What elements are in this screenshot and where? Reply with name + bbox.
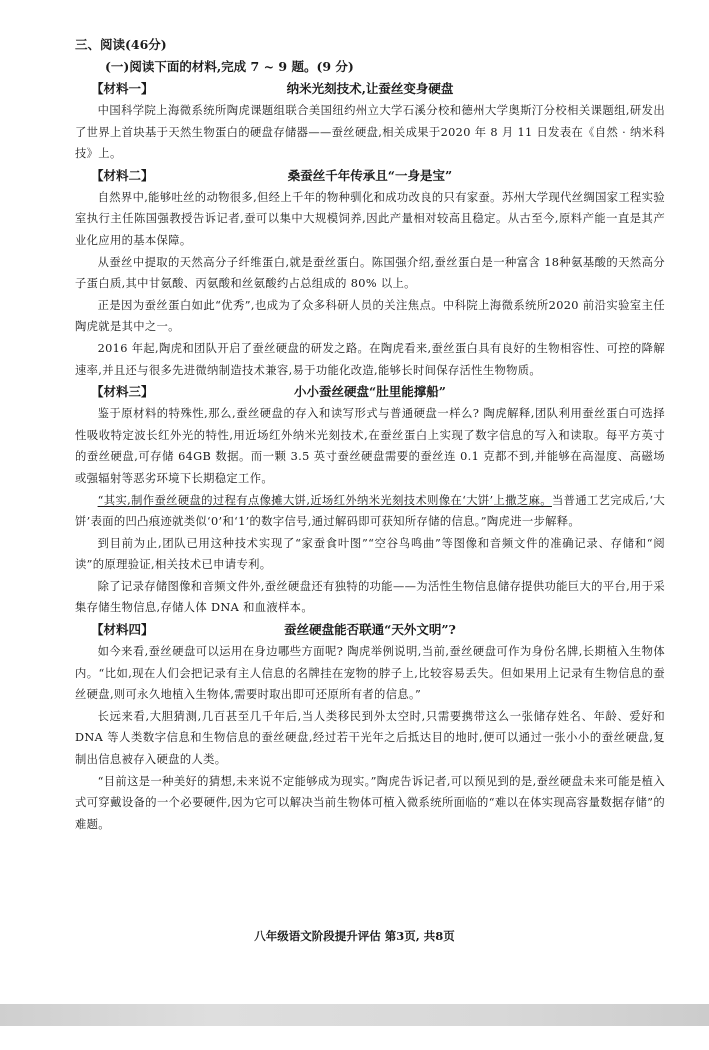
paragraph: 如今来看,蚕丝硬盘可以运用在身边哪些方面呢? 陶虎举例说明,当前,蚕丝硬盘可作为身份名牌,长期植入生物体内。“比如,现在人们会把记录有主人信息的名牌挂在宠物的脖子上,比较容易丢失。但如果用上记录有生物信息的蚕丝硬盘,则可永久地植入生物体,需要时取出即可还原所有者的信息。”: [75, 645, 665, 702]
quote-continuation: 当普通工艺完成后,‘大饼’表面的凹凸痕迹就类似‘0’和‘1’的数字信号,通过解码即可获知所存储的信息。”陶虎进一步解释。: [75, 493, 665, 529]
paragraph: 除了记录存储图像和音频文件外,蚕丝硬盘还有独特的功能——为活性生物信息储存提供功能巨大的平台,用于采集存储生物信息,存储人体 DNA 和血液样本。: [75, 579, 665, 615]
paragraph: 长远来看,大胆猜测,几百甚至几千年后,当人类移民到外太空时,只需要携带这么一张储存姓名、年龄、爱好和 DNA 等人类数字信息和生物信息的蚕丝硬盘,经过若干光年之后抵达目的地时,便可以通过一张小小的蚕丝硬盘,复制出信息被存入硬盘的人类。: [75, 709, 665, 767]
paragraph: 鉴于原材料的特殊性,那么,蚕丝硬盘的存入和读写形式与普通硬盘一样么? 陶虎解释,团队利用蚕丝蛋白可选择性吸收特定波长红外光的特性,用近场红外纳米光刻技术,在蚕丝蛋白上实现了数字信息的写入和读取。每平方英寸的蚕丝硬盘,可存储 64GB 数据。而一颗 3.5 英寸蚕丝硬盘需要的蚕丝连 0.1 克都不到,并能够在高湿度、高磁场或强辐射等恶劣环境下长期稳定工作。: [75, 407, 665, 485]
reading-section: [75, 34, 665, 835]
paragraph: “目前这是一种美好的猜想,未来说不定能够成为现实。”陶虎告诉记者,可以预见到的是,蚕丝硬盘未来可能是植入式可穿戴设备的一个必要硬件,因为它可以解决当前生物体可植入微系统所面临的“难以在体实现高容量数据存储”的难题。: [75, 774, 665, 831]
material-title: 蚕丝硬盘能否联通“天外文明”?: [284, 622, 456, 638]
scan-edge-band: [0, 1004, 709, 1026]
material-title: 桑蚕丝千年传承且“一身是宝”: [287, 167, 453, 183]
material-label: 【材料四】: [91, 622, 154, 638]
page-footer: 八年级语文阶段提升评估 第3页, 共8页: [254, 929, 455, 943]
material-4-heading: [75, 619, 665, 641]
material-3-heading: [75, 381, 665, 403]
paragraph: 正是因为蚕丝蛋白如此“优秀”,也成为了众多科研人员的关注焦点。中科院上海微系统所2020 前沿实验室主任陶虎就是其中之一。: [75, 298, 665, 334]
material-label: 【材料二】: [91, 167, 154, 183]
material-2-heading: [75, 165, 665, 187]
subsection-title: (一)阅读下面的材料,完成 7 ~ 9 题。(9 分): [105, 59, 354, 74]
paragraph: 中国科学院上海微系统所陶虎课题组联合美国纽约州立大学石溪分校和德州大学奥斯汀分校相关课题组,研发出了世界上首块基于天然生物蛋白的硬盘存储器——蚕丝硬盘,相关成果于2020 年 8 月 11 日发表在《自然 · 纳米科技》上。: [75, 104, 665, 161]
paragraph: 自然界中,能够吐丝的动物很多,但经上千年的物种驯化和成功改良的只有家蚕。苏州大学现代丝绸国家工程实验室执行主任陈国强教授告诉记者,蚕可以集中大规模饲养,因此产量相对较高且稳定。从古至今,原料产能一直是其产业化应用的基本保障。: [75, 190, 665, 247]
paragraph: 从蚕丝中提取的天然高分子纤维蛋白,就是蚕丝蛋白。陈国强介绍,蚕丝蛋白是一种富含 18种氨基酸的天然高分子蛋白质,其中甘氨酸、丙氨酸和丝氨酸约占总组成的 80% 以上。: [75, 255, 665, 291]
material-title: 小小蚕丝硬盘“肚里能撑船”: [294, 384, 446, 400]
material-label: 【材料三】: [91, 384, 154, 400]
quote-paragraph: [75, 490, 665, 533]
material-title: 纳米光刻技术,让蚕丝变身硬盘: [286, 81, 454, 96]
paragraph: 到目前为止,团队已用这种技术实现了“家蚕食叶图”“空谷鸟鸣曲”等图像和音频文件的准确记录、存储和“阅读”的原理验证,相关技术已申请专利。: [75, 536, 665, 572]
material-label: 【材料一】: [91, 81, 154, 96]
paragraph: 2016 年起,陶虎和团队开启了蚕丝硬盘的研发之路。在陶虎看来,蚕丝蛋白具有良好的生物相容性、可控的降解速率,并且还与很多先进微纳制造技术兼容,易于功能化改造,能够长时间保存活性生物物质。: [75, 341, 665, 377]
material-1-heading: [75, 78, 665, 100]
underlined-quote: “其实,制作蚕丝硬盘的过程有点像摊大饼,近场红外纳米光刻技术则像在‘大饼’上撒芝麻。: [97, 493, 552, 507]
section-title: 三、阅读(46分): [75, 37, 167, 52]
